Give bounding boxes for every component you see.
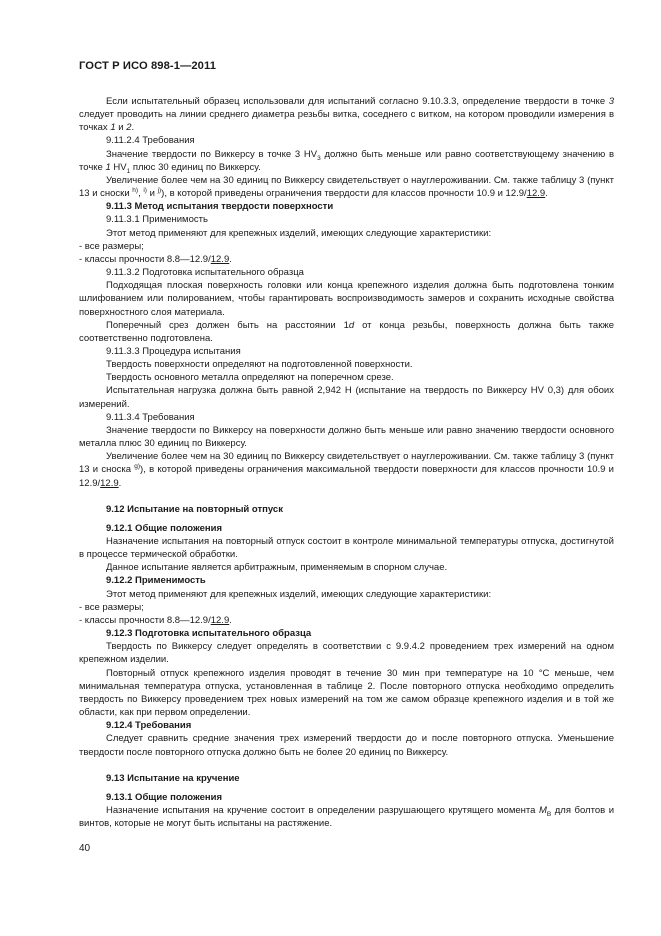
subsection-heading: 9.11.3.2 Подготовка испытательного образца	[106, 267, 304, 279]
section-heading: 9.12.1 Общие положения	[106, 522, 222, 534]
section-heading: 9.12.3 Подготовка испытательного образца	[106, 628, 312, 640]
subsection-heading: 9.11.3.4 Требования	[106, 411, 195, 423]
paragraph: Если испытательный образец использовали для испытаний согласно 9.10.3.3, определение твердости в точке 3 следует проводить на линии среднего диаметра резьбы витка, соседнего с витком, на котором проводили измерения в точках 1 и 2.	[79, 96, 614, 134]
paragraph: Следует сравнить средние значения трех измерений твердости до и после повторного отпуска. Уменьшение твердости после повторного отпуска должно быть не более 20 единиц по Виккерсу.	[79, 733, 614, 758]
paragraph: Этот метод применяют для крепежных изделий, имеющих следующие характеристики:	[106, 227, 492, 239]
paragraph: Значение твердости по Виккерсу на поверхности должно быть меньше или равно значению твердости основного металла плюс 30 единиц по Виккерсу.	[79, 424, 614, 450]
section-heading: 9.11.3 Метод испытания твердости поверхности	[106, 201, 334, 213]
subsection-heading: 9.11.2.4 Требования	[106, 135, 195, 147]
document-body	[79, 95, 614, 830]
section-heading: 9.12.4 Требования	[106, 720, 192, 732]
paragraph: Назначение испытания на кручение состоит в определении разрушающего крутящего момента $M_B$ для болтов и винтов, которые не могут быть испытаны на растяжение.	[79, 804, 614, 830]
paragraph: Этот метод применяют для крепежных изделий, имеющих следующие характеристики:	[106, 588, 492, 600]
list-item: - все размеры;	[79, 601, 144, 613]
paragraph: Назначение испытания на повторный отпуск состоит в контроле минимальной температуры отпуска, достигнутой в процессе термической обработки.	[79, 536, 614, 561]
paragraph: Твердость по Виккерсу следует определять в соответствии с 9.9.4.2 проведением трех измерений на одном крепежном изделии.	[79, 641, 614, 666]
page-number: 40	[79, 843, 91, 854]
section-heading: 9.13.1 Общие положения	[106, 791, 222, 803]
list-item: - классы прочности 8.8—12.9/12.9.	[79, 614, 232, 626]
paragraph: Испытательная нагрузка должна быть равной 2,942 Н (испытание на твердость по Виккерсу HV 0,3) для обоих измерений.	[79, 385, 614, 410]
list-item: - все размеры;	[79, 240, 144, 252]
paragraph: Твердость поверхности определяют на подготовленной поверхности.	[106, 359, 413, 371]
paragraph: Значение твердости по Виккерсу в точке 3 $HV_3$ должно быть меньше или равно соответствующему значению в точке 1 $HV_1$ плюс 30 единиц по Виккерсу.	[79, 148, 614, 175]
paragraph: Повторный отпуск крепежного изделия проводят в течение 30 мин при температуре на 10 °С меньше, чем минимальная температура отпуска, установленная в таблице 2. После повторного отпуска необходимо определить твердость по Виккерсу проведением трех новых измерений на том же самом образце крепежного изделия и в той же области, как при первом определении.	[79, 667, 614, 719]
section-heading: 9.12.2 Применимость	[106, 575, 206, 587]
paragraph: Поперечный срез должен быть на расстоянии 1d от конца резьбы, поверхность должна быть также соответственно подготовлена.	[79, 319, 614, 344]
paragraph: Увеличение более чем на 30 единиц по Виккерсу свидетельствует о науглероживании. См. также таблицу 3 (пункт 13 и сноска $^{g)}$), в которой приведены ограничения максимальной твердости поверхности для классов прочности 10.9 и 12.9/12.9.	[79, 451, 614, 489]
paragraph: Твердость основного металла определяют на поперечном срезе.	[106, 372, 394, 384]
paragraph: Данное испытание является арбитражным, применяемым в спорном случае.	[106, 562, 448, 574]
subsection-heading: 9.11.3.1 Применимость	[106, 214, 208, 226]
page-header: ГОСТ Р ИСО 898-1—2011	[79, 60, 217, 72]
section-heading: 9.12 Испытание на повторный отпуск	[106, 503, 283, 515]
section-heading: 9.13 Испытание на кручение	[106, 772, 240, 784]
subsection-heading: 9.11.3.3 Процедура испытания	[106, 345, 241, 357]
list-item: - классы прочности 8.8—12.9/12.9.	[79, 253, 232, 265]
paragraph: Подходящая плоская поверхность головки или конца крепежного изделия должна быть подготовлена тонким шлифованием или полированием, чтобы гарантировать воспроизводимость замеров и сохранить исходные свойства поверхностного слоя материала.	[79, 280, 614, 318]
paragraph: Увеличение более чем на 30 единиц по Виккерсу свидетельствует о науглероживании. См. также таблицу 3 (пункт 13 и сноски $^{h)}$, $^{i)}$ и $^{j)}$), в которой приведены ограничения твердости для классов прочности 10.9 и 12.9/12.9.	[79, 174, 614, 200]
